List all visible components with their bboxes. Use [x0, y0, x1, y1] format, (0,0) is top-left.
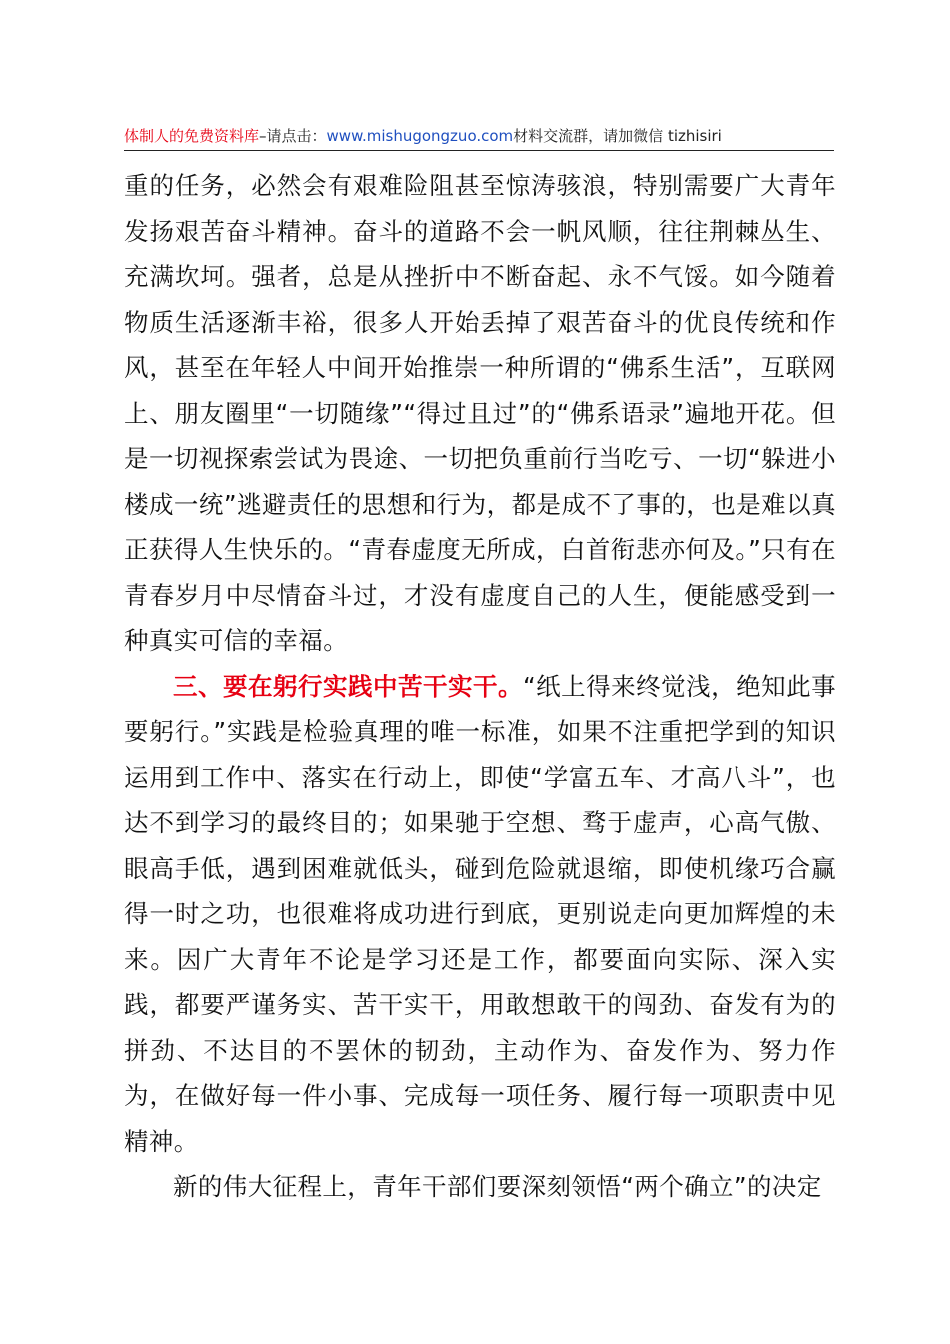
- section-three-body: “纸上得来终觉浅，绝知此事要躬行。”实践是检验真理的唯一标准，如果不注重把学到的知识运用到工作中、落实在行动上，即使“学富五车、才高八斗”，也达不到学习的最终目的；如果驰于空想、骛于虚声，心高气傲、眼高手低，遇到困难就低头，碰到危险就退缩，即使机缘巧合赢得一时之功，也很难将成功进行到底，更别说走向更加辉煌的未来。因广大青年不论是学习还是工作，都要面向实际、深入实践，都要严谨务实、苦干实干，用敢想敢干的闯劲、奋发有为的拼劲、不达目的不罢休的韧劲，主动作为、奋发作为、努力作为，在做好每一件小事、完成每一项任务、履行每一项职责中见精神。: [124, 671, 836, 1156]
- document-body: [124, 163, 836, 1210]
- paragraph-continuation: 重的任务，必然会有艰难险阻甚至惊涛骇浪，特别需要广大青年发扬艰苦奋斗精神。奋斗的道路不会一帆风顺，往往荆棘丛生、充满坎坷。强者，总是从挫折中不断奋起、永不气馁。如今随着物质生活逐渐丰裕，很多人开始丢掉了艰苦奋斗的优良传统和作风，甚至在年轻人中间开始推崇一种所谓的“佛系生活”，互联网上、朋友圈里“一切随缘”“得过且过”的“佛系语录”遍地开花。但是一切视探索尝试为畏途、一切把负重前行当吃亏、一切“躲进小楼成一统”逃避责任的思想和行为，都是成不了事的，也是难以真正获得人生快乐的。“青春虚度无所成，白首衔悲亦何及。”只有在青春岁月中尽情奋斗过，才没有虚度自己的人生，便能感受到一种真实可信的幸福。: [124, 171, 836, 655]
- section-three-heading: 三、要在躬行实践中苦干实干。: [173, 671, 523, 701]
- page-header: [124, 124, 834, 151]
- paragraph-section-three: [124, 664, 836, 1165]
- header-prompt: –请点击：: [259, 127, 327, 145]
- header-url-link[interactable]: www.mishugongzuo.com: [326, 127, 514, 145]
- header-brand: 体制人的免费资料库: [124, 127, 260, 145]
- paragraph-closing: 新的伟大征程上，青年干部们要深刻领悟“两个确立”的决定: [173, 1172, 822, 1201]
- header-note: 材料交流群，请加微信 tizhisiri: [513, 127, 722, 145]
